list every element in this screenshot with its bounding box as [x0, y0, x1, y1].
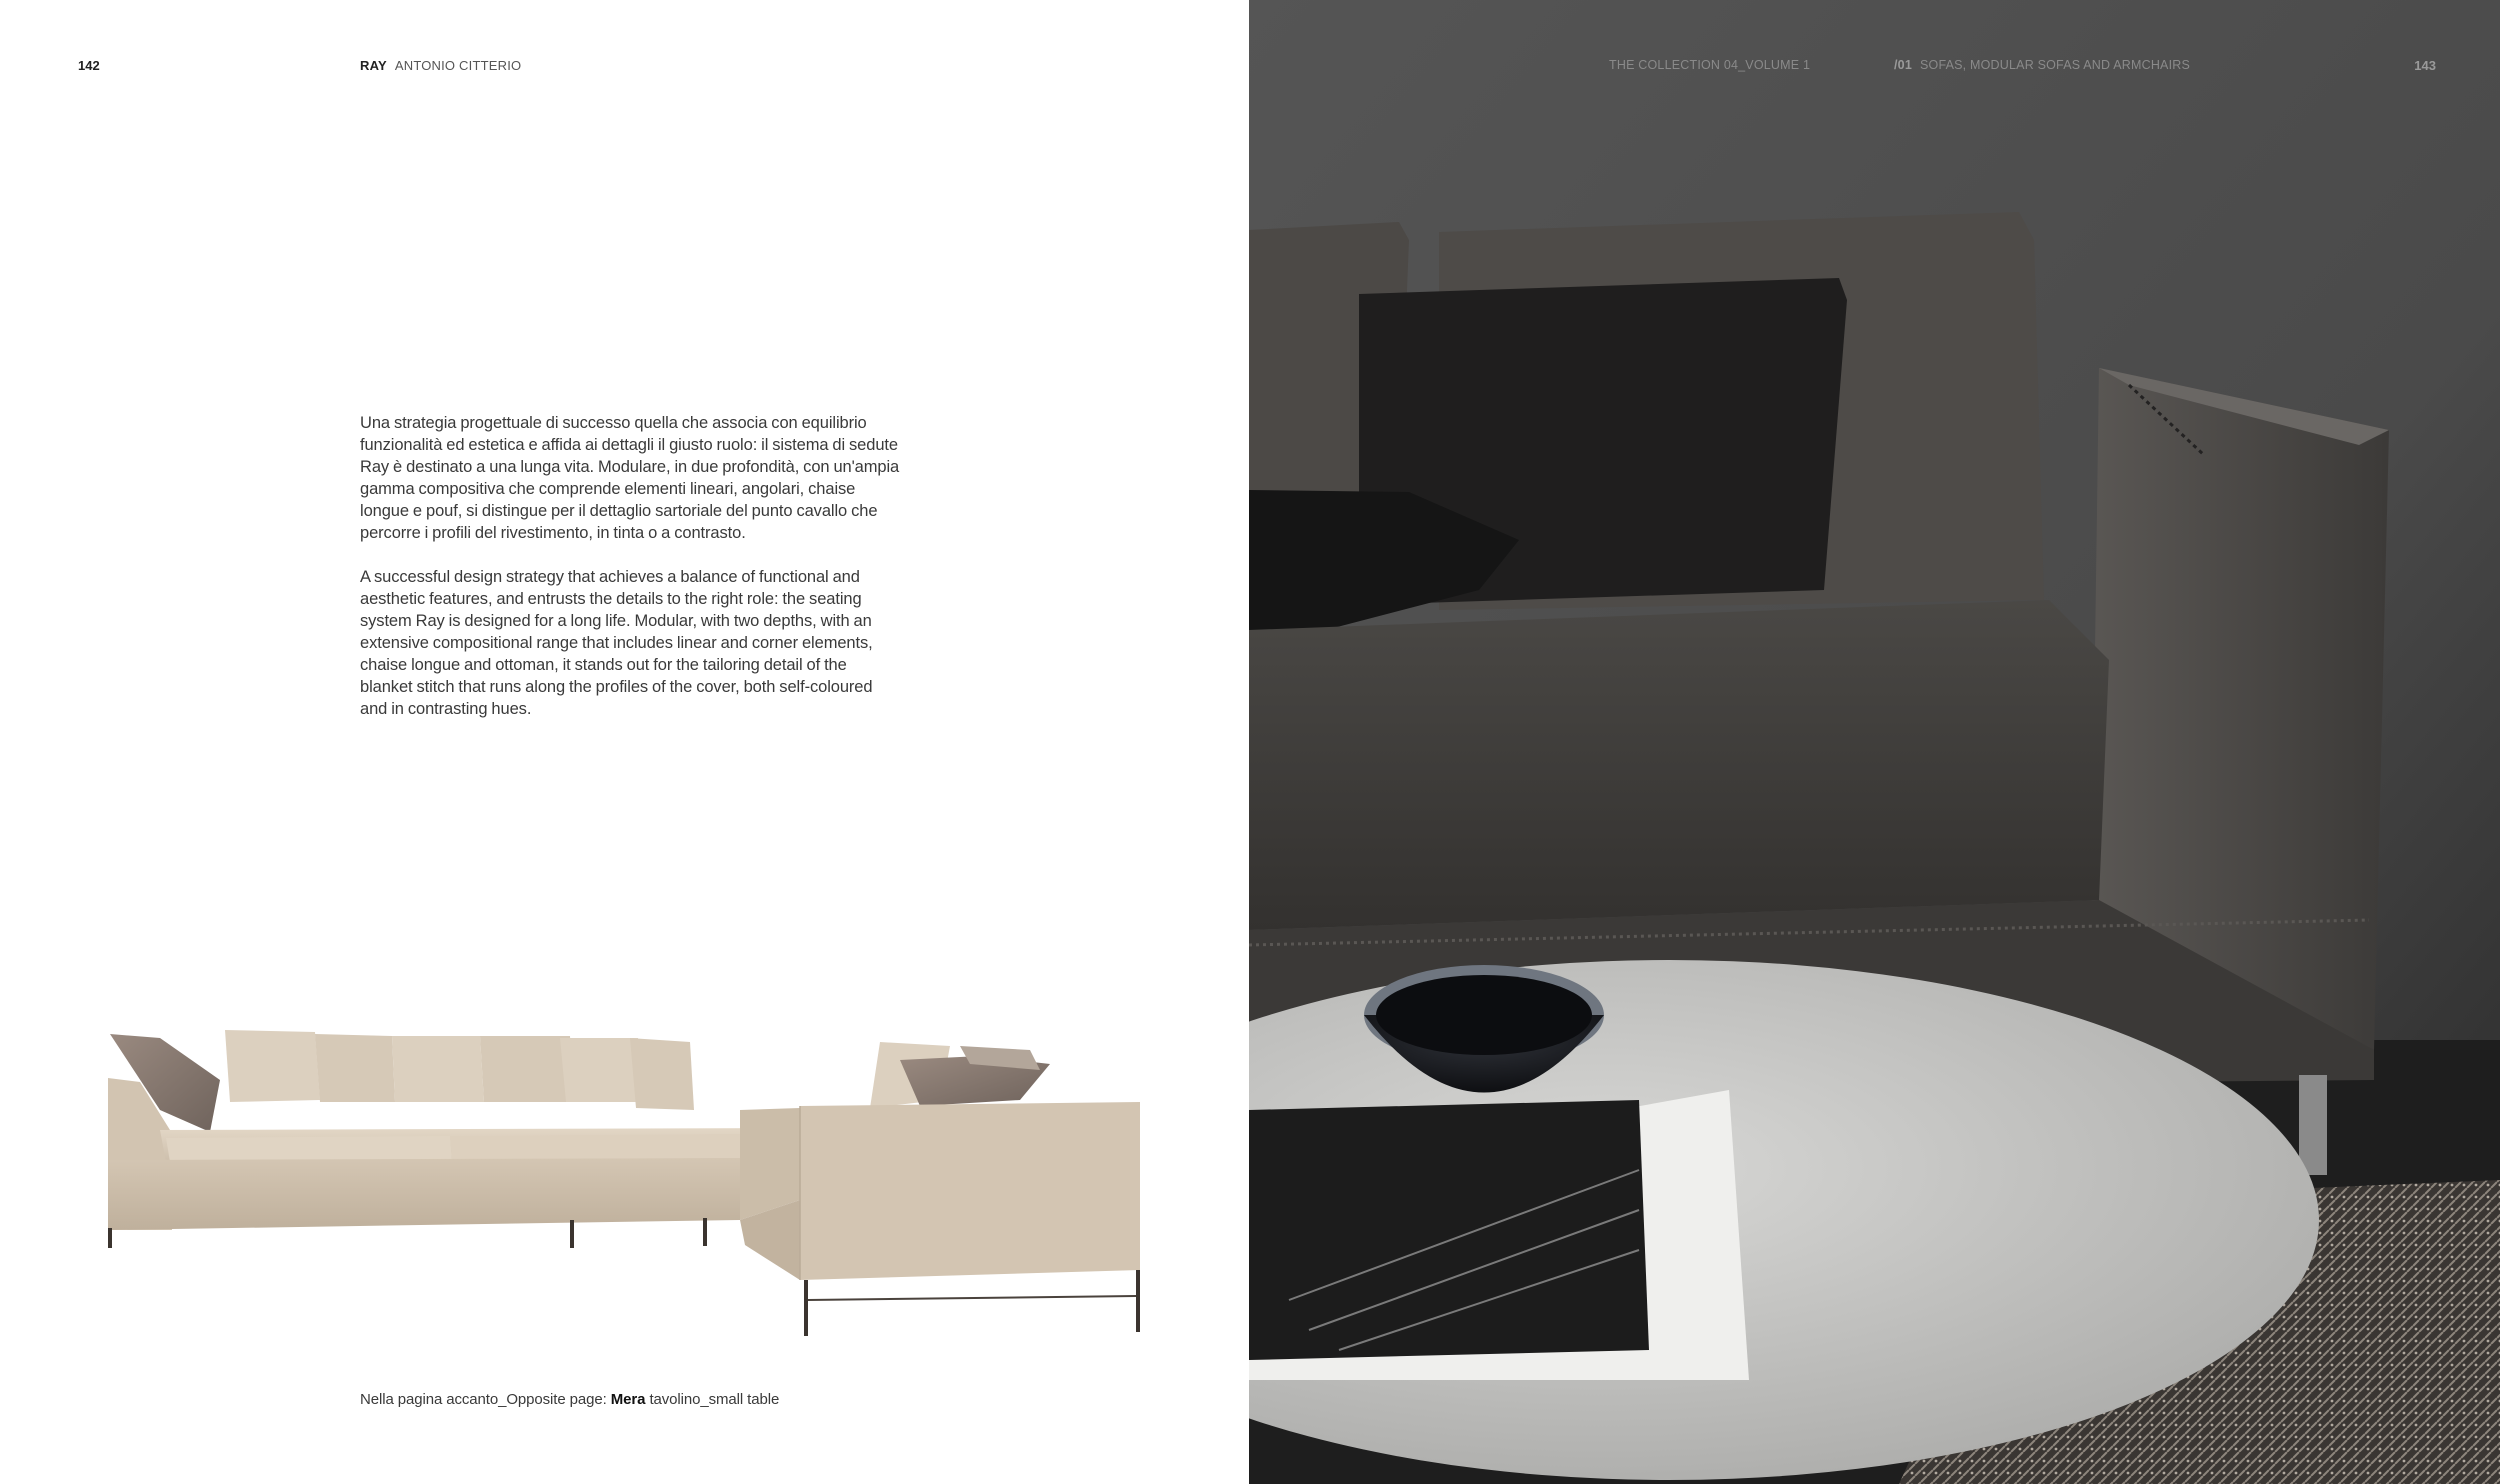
sofa-leg — [804, 1280, 808, 1336]
back-cushion — [315, 1034, 395, 1102]
designer-name: ANTONIO CITTERIO — [394, 58, 522, 73]
running-header-left — [360, 58, 521, 73]
sofa-leg — [703, 1218, 707, 1246]
sofa-leg — [2299, 1075, 2327, 1175]
sofa-frame — [808, 1296, 1136, 1300]
seat-cushion — [450, 1134, 750, 1160]
corner-sofa-illustration — [100, 1020, 1150, 1340]
page-number-left: 142 — [78, 58, 100, 73]
product-name: RAY — [360, 58, 387, 73]
sofa-base — [108, 1158, 740, 1230]
magazine-photo — [1249, 1100, 1649, 1360]
back-cushion — [480, 1036, 574, 1102]
back-cushion — [225, 1030, 320, 1102]
paragraph-italian: Una strategia progettuale di successo quella che associa con equilibrio funzionalità ed estetica e affida ai dettagli il giusto ruolo: il sistema di sedute Ray è destinato a una lunga vita. Modulare, in due profondità, con un'ampia gamma compositiva che comprende elementi lineari, angolari, chaise longue e pouf, si distingue per il dettaglio sartoriale del punto cavallo che percorre i profili del rivestimento, in tinta o a contrasto. — [360, 414, 900, 542]
back-cushion — [392, 1036, 484, 1102]
photo-caption: Nella pagina accanto_Opposite page: Mera tavolino_small table — [360, 1391, 780, 1408]
collection-header: THE COLLECTION 04_VOLUME 1 — [1609, 58, 1811, 72]
sofa-seat — [1249, 600, 2109, 930]
sofa-leg — [1136, 1270, 1140, 1332]
page-number-right: 143 — [2414, 58, 2436, 73]
paragraph-english: A successful design strategy that achieves a balance of functional and aesthetic features, and entrusts the details to the right role: the seating system Ray is designed for a long life. Modular, with two depths, with an extensive compositional range that includes linear and corner elements, chaise longue and ottoman, it stands out for the tailoring detail of the blanket stitch that runs along the profiles of the cover, both self-coloured and in contrasting hues. — [360, 568, 873, 718]
bowl-interior — [1376, 975, 1592, 1055]
sofa-chaise-end — [800, 1102, 1140, 1280]
left-page — [0, 0, 1249, 1484]
interior-photo — [1249, 0, 2500, 1484]
right-page-photo — [1249, 0, 2500, 1484]
back-cushion — [630, 1038, 694, 1110]
sofa-leg — [108, 1228, 112, 1248]
section-header — [1894, 58, 2190, 72]
sofa-leg — [570, 1220, 574, 1248]
section-number: /01 — [1894, 58, 1912, 72]
ray-sofa-image — [100, 1020, 1150, 1340]
section-title: SOFAS, MODULAR SOFAS AND ARMCHAIRS — [1919, 58, 2191, 72]
seat-cushion — [166, 1136, 452, 1162]
caption-product: Mera — [610, 1391, 646, 1408]
